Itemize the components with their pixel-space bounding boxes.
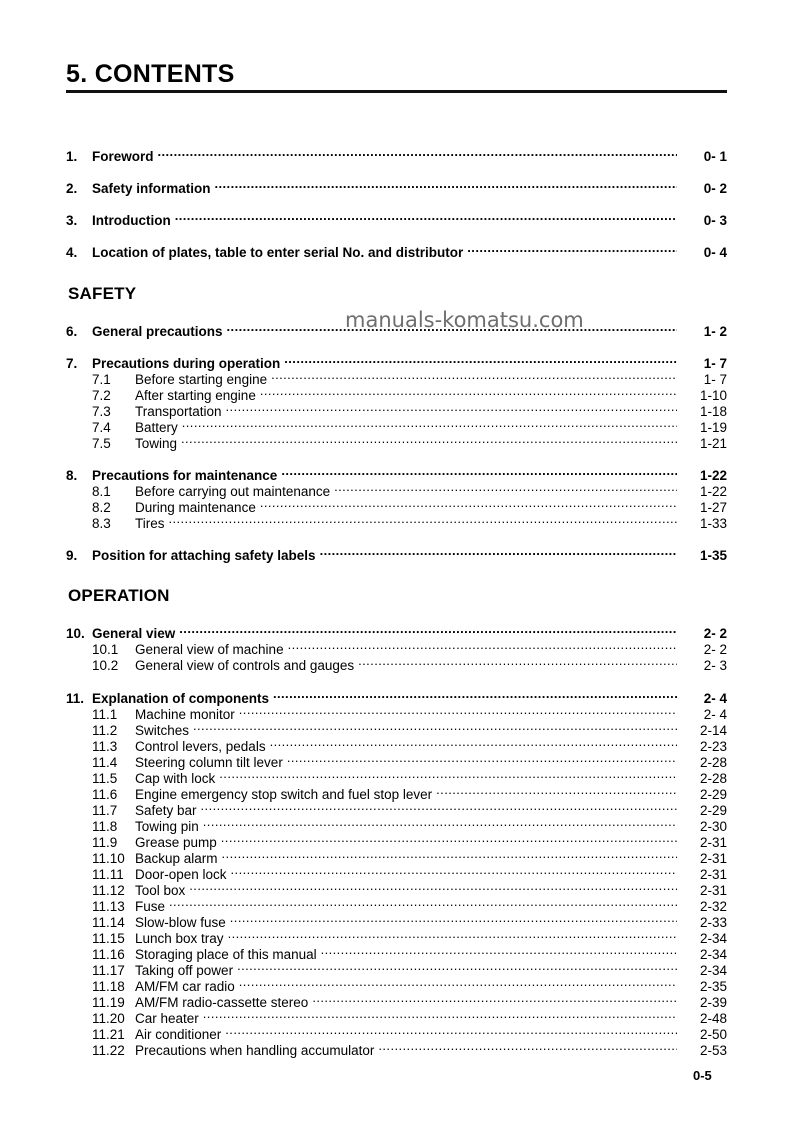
toc-leader-dots [169,512,678,528]
toc-entry-number: 11.14 [92,915,125,930]
toc-entry-page-number: 2-35 [699,979,727,994]
toc-entry-label: During maintenance [135,500,256,515]
toc-entry[interactable] [66,464,727,483]
toc-entry[interactable] [66,544,727,563]
toc-entry[interactable] [66,847,727,866]
toc-entry[interactable] [66,654,727,673]
toc-entry-page-number: 2-31 [699,867,727,882]
toc-leader-dots [273,687,677,703]
toc-entry-page-number: 0- 3 [703,213,727,228]
toc-entry-label: Backup alarm [135,851,218,866]
toc-entry-number: 11.21 [92,1027,125,1042]
toc-leader-dots [287,751,677,767]
toc-leader-dots [358,654,677,670]
toc-leader-dots [169,895,677,911]
toc-entry-page-number: 2-28 [699,771,727,786]
toc-entry-page-number: 2-48 [699,1011,727,1026]
section-heading: SAFETY [68,284,137,303]
toc-entry-label: Position for attaching safety labels [92,548,316,563]
toc-entry[interactable] [66,209,727,228]
toc-entry-number: 11.15 [92,931,125,946]
toc-leader-dots [226,400,677,416]
toc-entry[interactable] [66,703,727,722]
toc-entry-label: Explanation of components [92,691,270,706]
toc-entry-label: Control levers, pedals [135,739,266,754]
watermark-text: manuals-komatsu.com [345,308,584,332]
toc-entry-label: General precautions [92,324,223,339]
toc-entry[interactable] [66,751,727,770]
toc-entry[interactable] [66,368,727,387]
toc-entry-page-number: 2-23 [699,739,727,754]
toc-entry-number: 11.17 [92,963,125,978]
toc-entry-number: 7.4 [92,420,111,435]
toc-leader-dots [436,783,677,799]
toc-entry[interactable] [66,1039,727,1058]
toc-leader-dots [175,209,677,225]
toc-leader-dots [237,959,677,975]
toc-entry-label: Switches [135,723,190,738]
toc-entry-number: 11.7 [92,803,118,818]
toc-leader-dots [215,177,677,193]
toc-leader-dots [312,991,677,1007]
toc-entry-label: Slow-blow fuse [135,915,226,930]
toc-entry-label: Introduction [92,213,171,228]
section-heading: OPERATION [68,586,170,605]
toc-entry-number: 7.5 [92,436,111,451]
toc-entry-label: AM/FM radio-cassette stereo [135,995,309,1010]
toc-entry-number: 3. [66,213,78,228]
toc-entry-label: Safety information [92,181,211,196]
toc-entry-label: Before carrying out maintenance [135,484,331,499]
toc-entry-number: 11. [66,691,85,706]
toc-entry-page-number: 2- 4 [703,707,727,722]
toc-entry-number: 7. [66,356,78,371]
toc-entry-label: Foreword [92,149,154,164]
toc-entry-label: After starting engine [135,388,256,403]
toc-entry-page-number: 1- 7 [703,372,727,387]
toc-entry-number: 10. [66,626,85,641]
toc-leader-dots [271,368,677,384]
toc-leader-dots [228,927,677,943]
toc-entry-number: 11.19 [92,995,125,1010]
toc-entry-number: 6. [66,324,78,339]
toc-leader-dots [467,241,677,257]
toc-entry-label: Grease pump [135,835,217,850]
toc-entry[interactable] [66,384,727,403]
toc-entry-page-number: 2-50 [699,1027,727,1042]
toc-entry[interactable] [66,831,727,850]
toc-entry-number: 10.2 [92,658,119,673]
toc-entry-label: Towing [135,436,178,451]
toc-entry[interactable] [66,1007,727,1026]
toc-entry-page-number: 1-19 [699,420,727,435]
toc-entry[interactable] [66,241,727,260]
toc-leader-dots [239,703,677,719]
toc-entry-label: Engine emergency stop switch and fuel stop lever [135,787,433,802]
toc-leader-dots [189,879,677,895]
toc-entry-page-number: 2-53 [699,1043,727,1058]
toc-entry-number: 11.2 [92,723,118,738]
toc-entry-label: Tires [135,516,165,531]
toc-entry-label: Taking off power [135,963,234,978]
toc-leader-dots [281,464,677,480]
toc-leader-dots [230,911,677,927]
footer-page-number: 0-5 [693,1068,712,1083]
toc-entry-label: Before starting engine [135,372,268,387]
toc-entry-page-number: 1-35 [699,548,727,563]
toc-entry-number: 11.8 [92,819,118,834]
toc-entry-number: 9. [66,548,78,563]
toc-leader-dots [239,975,677,991]
toc-entry[interactable] [66,400,727,419]
toc-leader-dots [284,352,677,368]
toc-entry-label: Lunch box tray [135,931,224,946]
toc-entry[interactable] [66,687,727,706]
toc-leader-dots [193,719,677,735]
toc-entry-label: Cap with lock [135,771,216,786]
toc-leader-dots [378,1039,677,1055]
toc-entry-label: Precautions when handling accumulator [135,1043,375,1058]
toc-entry-number: 11.6 [92,787,118,802]
toc-entry-number: 7.1 [92,372,111,387]
toc-entry-page-number: 2-29 [699,787,727,802]
toc-entry-label: Air conditioner [135,1027,222,1042]
toc-entry[interactable] [66,991,727,1010]
toc-entry-label: Door-open lock [135,867,227,882]
toc-entry[interactable] [66,352,727,371]
toc-entry-number: 10.1 [92,642,119,657]
toc-entry-number: 11.16 [92,947,125,962]
toc-entry-number: 11.10 [92,851,125,866]
toc-entry[interactable] [66,480,727,499]
toc-entry[interactable] [66,145,727,164]
toc-leader-dots [158,145,677,161]
toc-entry-page-number: 0- 1 [703,149,727,164]
toc-entry[interactable] [66,927,727,946]
toc-leader-dots [288,638,677,654]
toc-leader-dots [260,384,677,400]
toc-entry-number: 11.18 [92,979,125,994]
toc-leader-dots [270,735,677,751]
toc-entry-page-number: 2-29 [699,803,727,818]
toc-entry-number: 8. [66,468,78,483]
toc-entry-number: 8.3 [92,516,111,531]
toc-entry-page-number: 1- 2 [703,324,727,339]
toc-entry-page-number: 2-34 [699,947,727,962]
toc-entry[interactable] [66,735,727,754]
toc-entry-number: 11.4 [92,755,118,770]
toc-leader-dots [203,815,677,831]
toc-entry-number: 11.20 [92,1011,125,1026]
toc-entry-number: 7.2 [92,388,111,403]
toc-entry-page-number: 1- 7 [703,356,727,371]
toc-entry-page-number: 2-31 [699,883,727,898]
toc-entry-label: General view [92,626,176,641]
toc-leader-dots [231,863,677,879]
toc-leader-dots [219,767,677,783]
toc-entry-label: Towing pin [135,819,199,834]
toc-entry-number: 7.3 [92,404,111,419]
toc-entry-page-number: 2- 4 [703,691,727,706]
toc-leader-dots [179,622,677,638]
toc-entry[interactable] [66,959,727,978]
toc-entry-page-number: 1-33 [699,516,727,531]
toc-entry-number: 11.13 [92,899,125,914]
toc-leader-dots [203,1007,677,1023]
toc-entry[interactable] [66,895,727,914]
toc-entry-page-number: 2-34 [699,931,727,946]
toc-entry[interactable] [66,1023,727,1042]
toc-entry-page-number: 2- 2 [703,642,727,657]
toc-entry[interactable] [66,719,727,738]
toc-entry[interactable] [66,496,727,515]
toc-entry[interactable] [66,512,727,531]
toc-entry-page-number: 2-34 [699,963,727,978]
toc-entry-label: General view of machine [135,642,284,657]
toc-entry-page-number: 2-14 [699,723,727,738]
toc-entry-number: 11.1 [92,707,118,722]
toc-entry[interactable] [66,767,727,786]
toc-entry-label: Machine monitor [135,707,235,722]
toc-entry-number: 11.5 [92,771,118,786]
toc-entry[interactable] [66,943,727,962]
toc-entry-page-number: 2-31 [699,851,727,866]
toc-entry[interactable] [66,622,727,641]
toc-entry[interactable] [66,177,727,196]
toc-entry-page-number: 2-28 [699,755,727,770]
title-underline-rule [66,90,727,93]
toc-entry-label: Transportation [135,404,222,419]
toc-entry-label: Tool box [135,883,186,898]
toc-entry-number: 2. [66,181,78,196]
toc-entry-page-number: 2-32 [699,899,727,914]
toc-entry-number: 8.2 [92,500,111,515]
toc-leader-dots [225,1023,677,1039]
toc-entry-number: 11.9 [92,835,118,850]
toc-entry-page-number: 1-10 [699,388,727,403]
toc-entry[interactable] [66,975,727,994]
toc-entry-label: Location of plates, table to enter serial No. and distributor [92,245,464,260]
toc-entry-label: Storaging place of this manual [135,947,317,962]
toc-leader-dots [181,432,677,448]
toc-entry-label: Safety bar [135,803,197,818]
toc-entry[interactable] [66,815,727,834]
toc-entry-page-number: 2-31 [699,835,727,850]
toc-entry-page-number: 1-22 [699,484,727,499]
toc-entry-label: Precautions for maintenance [92,468,278,483]
toc-entry-number: 11.11 [92,867,124,882]
toc-entry[interactable] [66,799,727,818]
toc-entry-page-number: 0- 4 [703,245,727,260]
toc-entry-page-number: 1-27 [699,500,727,515]
toc-entry-page-number: 2- 3 [703,658,727,673]
toc-leader-dots [334,480,677,496]
toc-entry-label: Fuse [135,899,166,914]
toc-entry-number: 1. [66,149,78,164]
toc-leader-dots [260,496,677,512]
toc-leader-dots [320,544,677,560]
toc-leader-dots [221,831,677,847]
toc-entry-label: Precautions during operation [92,356,281,371]
toc-entry[interactable] [66,879,727,898]
toc-leader-dots [201,799,677,815]
toc-entry-page-number: 1-22 [699,468,727,483]
toc-entry-page-number: 1-21 [699,436,727,451]
toc-entry[interactable] [66,432,727,451]
toc-entry-number: 11.3 [92,739,118,754]
toc-entry-page-number: 0- 2 [703,181,727,196]
toc-entry-page-number: 2- 2 [703,626,727,641]
toc-entry[interactable] [66,911,727,930]
toc-entry-number: 11.12 [92,883,125,898]
toc-leader-dots [321,943,677,959]
toc-entry-page-number: 1-18 [699,404,727,419]
toc-entry[interactable] [66,783,727,802]
toc-entry-number: 8.1 [92,484,111,499]
toc-entry-number: 4. [66,245,78,260]
toc-entry-page-number: 2-33 [699,915,727,930]
toc-entry-label: Battery [135,420,178,435]
toc-entry[interactable] [66,863,727,882]
toc-entry[interactable] [66,638,727,657]
toc-entry-number: 11.22 [92,1043,125,1058]
toc-leader-dots [222,847,677,863]
toc-entry-page-number: 2-30 [699,819,727,834]
toc-entry[interactable] [66,416,727,435]
toc-leader-dots [182,416,677,432]
toc-entry-label: Steering column tilt lever [135,755,283,770]
toc-entry-page-number: 2-39 [699,995,727,1010]
toc-entry-label: General view of controls and gauges [135,658,355,673]
page-title: 5. CONTENTS [66,60,235,88]
toc-entry-label: Car heater [135,1011,199,1026]
toc-entry-label: AM/FM car radio [135,979,235,994]
